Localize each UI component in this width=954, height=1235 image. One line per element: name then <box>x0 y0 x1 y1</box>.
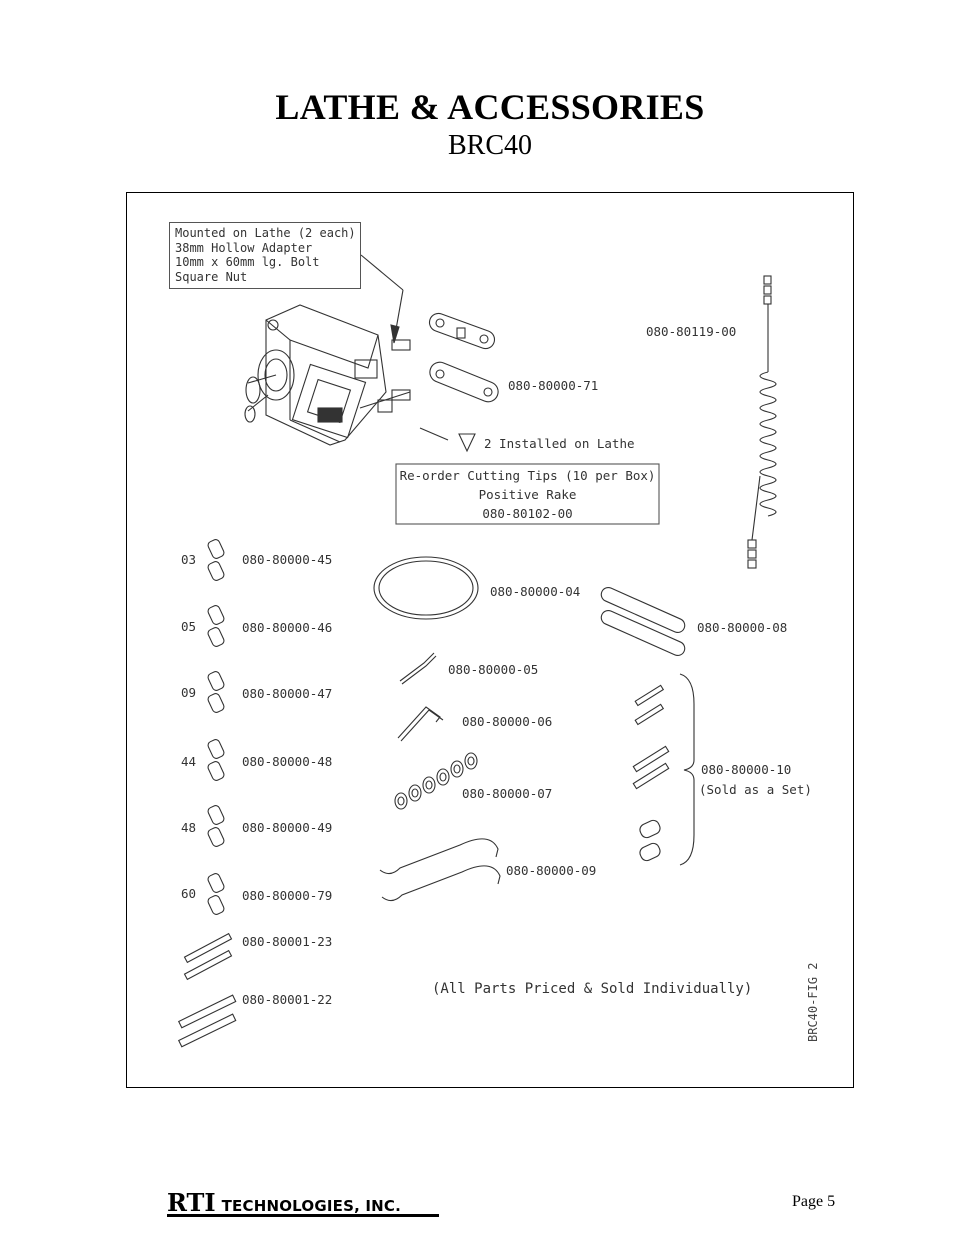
bar-illustration <box>599 585 687 657</box>
note-line: 10mm x 60mm lg. Bolt <box>175 255 320 269</box>
washers-part-label: 080-80000-07 <box>462 786 553 801</box>
adapter-part: 080-80000-48 <box>242 754 333 769</box>
tip-line: Positive Rake <box>478 487 577 502</box>
cable-part-label: 080-80119-00 <box>646 324 737 339</box>
set-brace <box>680 674 694 865</box>
adapter-part: 080-80000-46 <box>242 620 333 635</box>
all-parts-note: (All Parts Priced & Sold Individually) <box>432 981 753 997</box>
adapter-part: 080-80000-49 <box>242 820 333 835</box>
adapter-code: 09 <box>181 685 197 700</box>
set-note-label: (Sold as a Set) <box>699 782 812 797</box>
note-line: Mounted on Lathe (2 each) <box>175 226 356 240</box>
note-line: Square Nut <box>175 269 248 284</box>
installed-label: 2 Installed on Lathe <box>484 436 635 451</box>
tip-line: Re-order Cutting Tips (10 per Box) <box>399 468 656 483</box>
set-part-label: 080-80000-10 <box>701 762 792 777</box>
logo-rti: RTI <box>167 1188 216 1217</box>
tip-line: 080-80102-00 <box>482 506 573 521</box>
hooks-part-label: 080-80000-09 <box>506 863 597 878</box>
mounted-note-box <box>169 222 361 289</box>
hex-key-large-icon <box>398 707 440 738</box>
belt-part-label: 080-80000-04 <box>490 584 581 599</box>
adapter-part: 080-80000-47 <box>242 686 333 701</box>
page-title: LATHE & ACCESSORIES <box>275 87 705 127</box>
belt-illustration <box>374 557 478 619</box>
cable-illustration <box>748 276 776 568</box>
hook-illustration <box>380 839 498 874</box>
reorder-tips-box <box>396 464 659 526</box>
adapter-code: 60 <box>181 886 197 901</box>
hex-small-part-label: 080-80000-05 <box>448 662 539 677</box>
adapter-part-label: 080-80000-71 <box>508 378 599 393</box>
adapter-studs-illustration <box>207 538 225 915</box>
adapter-code: 48 <box>181 820 197 835</box>
set-bolts-illustration <box>633 685 668 862</box>
adapter-code: 44 <box>181 754 197 769</box>
hex-key-small-icon <box>400 653 434 681</box>
cutting-tip-icon <box>459 434 475 451</box>
bolt-long-part-label: 080-80001-22 <box>242 992 333 1007</box>
bolt-short-part-label: 080-80001-23 <box>242 934 333 949</box>
page-number: Page 5 <box>792 1193 836 1210</box>
logo-technologies: TECHNOLOGIES, INC. <box>221 1197 402 1215</box>
adapter-part: 080-80000-45 <box>242 552 333 567</box>
adapter-illustration <box>427 311 501 405</box>
adapter-code: 03 <box>181 552 197 567</box>
long-bolts-illustration <box>179 934 236 1047</box>
hex-large-part-label: 080-80000-06 <box>462 714 553 729</box>
page-subtitle: BRC40 <box>447 130 533 161</box>
company-logo <box>167 1188 439 1217</box>
adapter-code: 05 <box>181 619 197 634</box>
note-line: 38mm Hollow Adapter <box>175 240 313 255</box>
bar-part-label: 080-80000-08 <box>697 620 788 635</box>
figure-id: BRC40-FIG 2 <box>806 962 820 1042</box>
lathe-illustration <box>245 305 410 445</box>
adapter-part: 080-80000-79 <box>242 888 333 903</box>
